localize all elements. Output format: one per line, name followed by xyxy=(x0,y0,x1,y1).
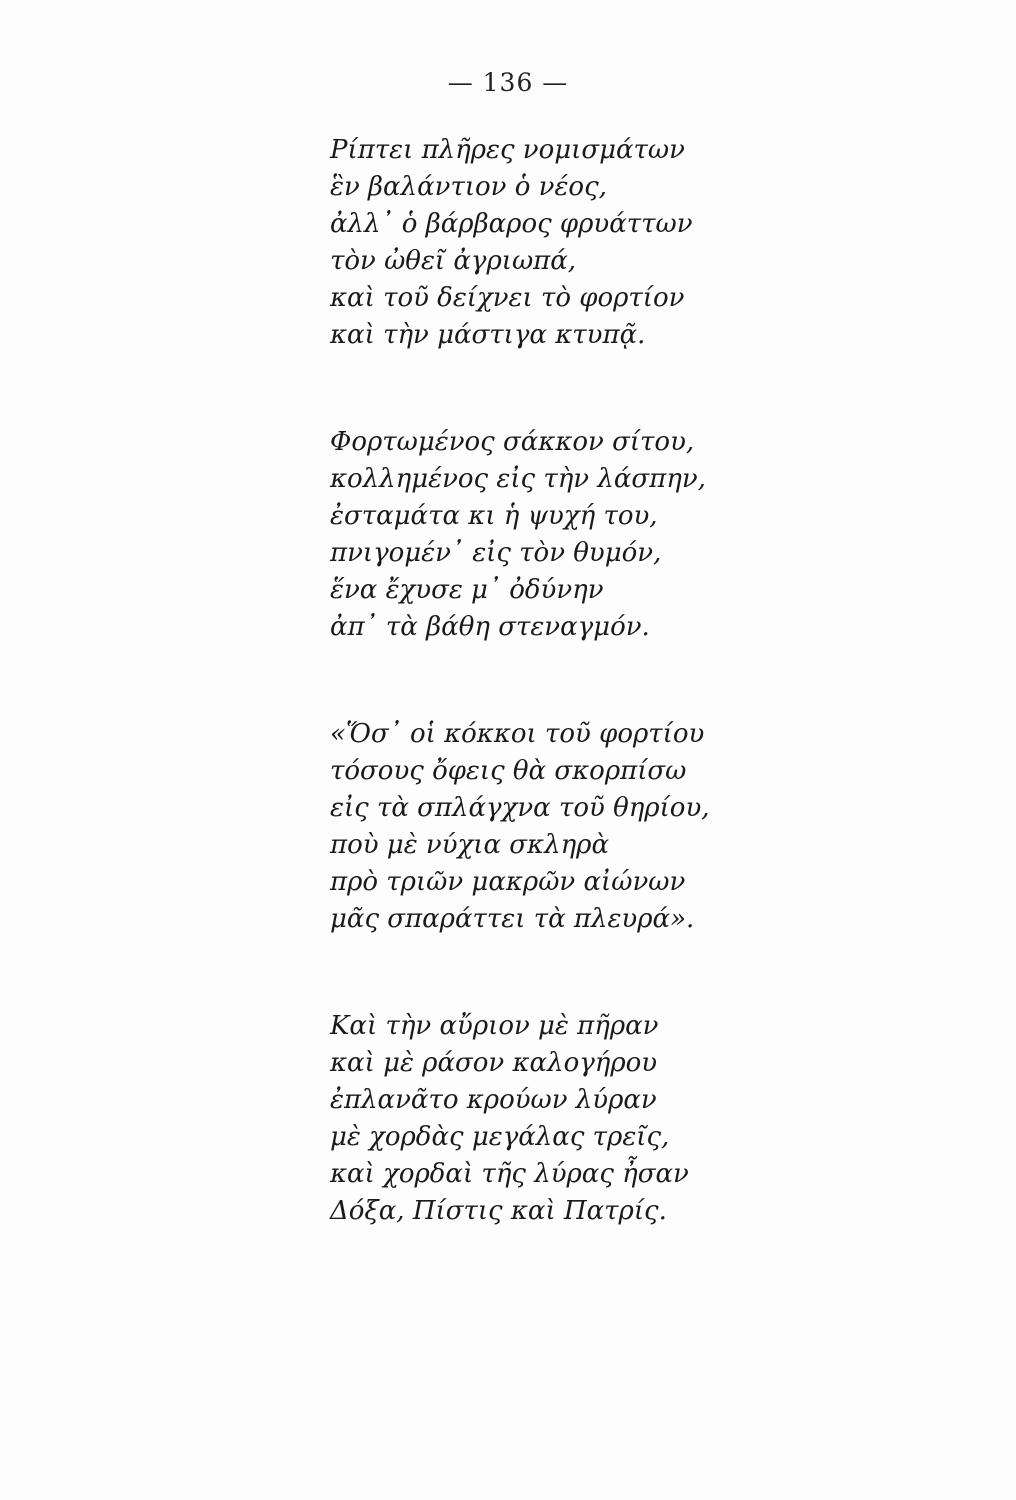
poem-line: Καὶ τὴν αὔριον μὲ πῆραν xyxy=(330,1011,659,1041)
stanza-2 xyxy=(330,424,950,646)
poem-line: καὶ τοῦ δείχνει τὸ φορτίον xyxy=(330,283,685,313)
poem-line: πρὸ τριῶν μακρῶν αἰώνων xyxy=(330,867,686,897)
poem-line: ἀλλ᾽ ὁ βάρβαρος φρυάττων xyxy=(330,209,693,239)
poem-line: μᾶς σπαράττει τὰ πλευρά». xyxy=(330,904,695,934)
poem xyxy=(330,132,950,1230)
poem-line: «Ὅσ᾽ οἱ κόκκοι τοῦ φορτίου xyxy=(330,719,705,749)
poem-line: τόσους ὄφεις θὰ σκορπίσω xyxy=(330,756,687,786)
poem-line: ποὺ μὲ νύχια σκληρὰ xyxy=(330,830,610,860)
poem-line: πνιγομέν᾽ εἰς τὸν θυμόν, xyxy=(330,538,662,568)
stanza-3 xyxy=(330,716,950,938)
stanza-4 xyxy=(330,1008,950,1230)
poem-line: Φορτωμένος σάκκον σίτου, xyxy=(330,427,695,457)
poem-line: ἐπλανᾶτο κρούων λύραν xyxy=(330,1085,657,1115)
poem-line: ἕνα ἔχυσε μ᾽ ὀδύνην xyxy=(330,575,604,605)
poem-line: κολλημένος εἰς τὴν λάσπην, xyxy=(330,464,706,494)
poem-line: Ρίπτει πλῆρες νομισμάτων xyxy=(330,135,685,165)
poem-line: καὶ χορδαὶ τῆς λύρας ἦσαν xyxy=(330,1159,689,1189)
poem-line: καὶ μὲ ράσον καλογήρου xyxy=(330,1048,658,1078)
page-number: — 136 — xyxy=(447,68,569,97)
poem-line: μὲ χορδὰς μεγάλας τρεῖς, xyxy=(330,1122,670,1152)
poem-line: τὸν ὠθεῖ ἀγριωπά, xyxy=(330,246,577,276)
poem-line: ἐσταμάτα κι ἡ ψυχή του, xyxy=(330,501,658,531)
poem-line: ἀπ᾽ τὰ βάθη στεναγμόν. xyxy=(330,612,650,642)
stanza-1 xyxy=(330,132,950,354)
poem-line: καὶ τὴν μάστιγα κτυπᾷ. xyxy=(330,320,646,350)
poem-line: εἰς τὰ σπλάγχνα τοῦ θηρίου, xyxy=(330,793,710,823)
poem-line: Δόξα, Πίστις καὶ Πατρίς. xyxy=(330,1196,667,1226)
poem-line: ἓν βαλάντιον ὁ νέος, xyxy=(330,172,607,202)
